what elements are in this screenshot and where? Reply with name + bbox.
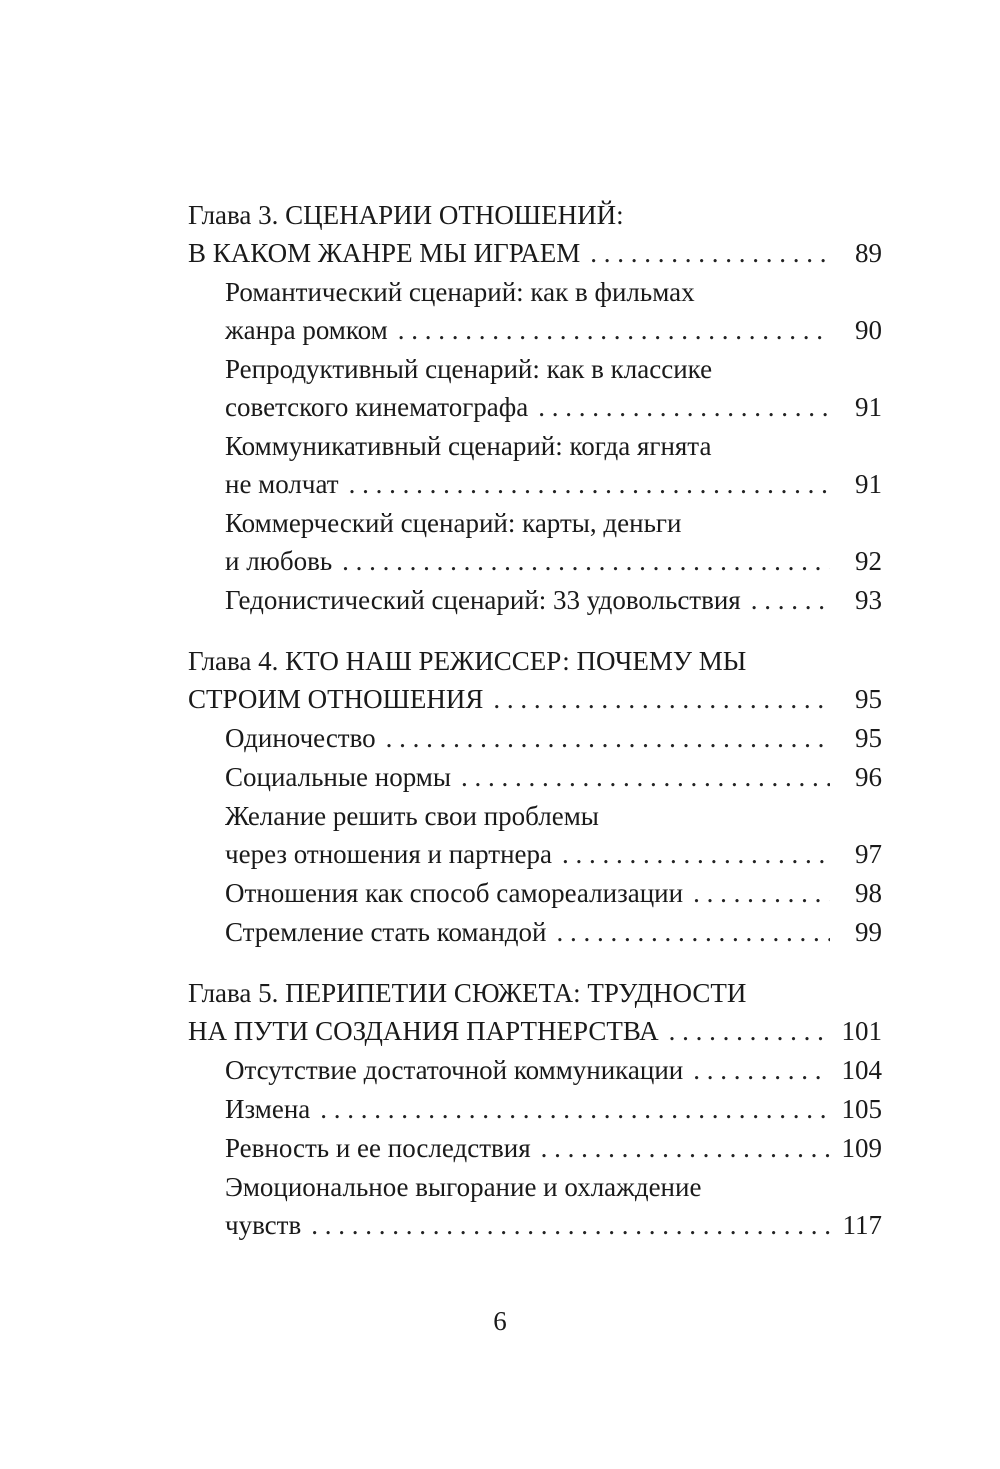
entry-page: 117 bbox=[842, 1210, 882, 1240]
chapter-label: Глава 3. bbox=[188, 200, 279, 230]
chapter-page: 89 bbox=[855, 238, 882, 268]
entry-line1: Репродуктивный сценарий: как в классике bbox=[225, 354, 713, 384]
toc-entry bbox=[225, 350, 882, 426]
chapter-title-entry bbox=[188, 234, 882, 272]
toc-entry bbox=[225, 797, 882, 873]
entry-line2: и любовь bbox=[225, 546, 333, 576]
entry-page: 96 bbox=[855, 762, 882, 792]
entry-page: 97 bbox=[855, 839, 882, 869]
entry-line1: Желание решить свои проблемы bbox=[225, 801, 599, 831]
toc-entry bbox=[225, 913, 882, 951]
chapter-5 bbox=[188, 974, 882, 1244]
entry-page: 91 bbox=[855, 469, 882, 499]
toc-entry bbox=[225, 427, 882, 503]
entry-page: 99 bbox=[855, 917, 882, 947]
toc-entry bbox=[225, 1090, 882, 1128]
entry-line2: Гедонистический сценарий: 33 удовольствия bbox=[225, 585, 741, 615]
chapter-label: Глава 5. bbox=[188, 978, 279, 1008]
page-number: 6 bbox=[493, 1306, 507, 1336]
entry-page: 95 bbox=[855, 723, 882, 753]
chapter-title-line2: В КАКОМ ЖАНРЕ МЫ ИГРАЕМ bbox=[188, 238, 581, 268]
entry-page: 98 bbox=[855, 878, 882, 908]
toc-entry bbox=[225, 273, 882, 349]
chapter-page: 101 bbox=[841, 1016, 882, 1046]
entry-line1: Романтический сценарий: как в фильмах bbox=[225, 277, 695, 307]
leader-dots bbox=[693, 1051, 830, 1089]
chapter-3 bbox=[188, 196, 882, 619]
leader-dots bbox=[669, 1012, 830, 1050]
entry-line1: Коммуникативный сценарий: когда ягнята bbox=[225, 431, 712, 461]
entry-line2: Отсутствие достаточной коммуникации bbox=[225, 1055, 684, 1085]
toc-entry bbox=[225, 719, 882, 757]
toc-entry bbox=[225, 504, 882, 580]
chapter-title-line1: КТО НАШ РЕЖИССЕР: ПОЧЕМУ МЫ bbox=[285, 646, 747, 676]
toc-entry bbox=[225, 758, 882, 796]
entry-line2: жанра ромком bbox=[225, 315, 388, 345]
entry-line1: Коммерческий сценарий: карты, деньги bbox=[225, 508, 682, 538]
chapter-title-line2: НА ПУТИ СОЗДАНИЯ ПАРТНЕРСТВА bbox=[188, 1016, 659, 1046]
leader-dots bbox=[751, 581, 830, 619]
chapter-label: Глава 4. bbox=[188, 646, 279, 676]
leader-dots bbox=[541, 1129, 830, 1167]
chapter-heading bbox=[188, 642, 882, 718]
leader-dots bbox=[386, 719, 830, 757]
table-of-contents bbox=[188, 196, 882, 1244]
entry-line1: Эмоциональное выгорание и охлаждение bbox=[225, 1172, 702, 1202]
toc-entry bbox=[225, 1168, 882, 1244]
toc-entry bbox=[225, 874, 882, 912]
entry-line2: Стремление стать командой bbox=[225, 917, 547, 947]
leader-dots bbox=[556, 913, 830, 951]
entry-line2: Одиночество bbox=[225, 723, 376, 753]
toc-entry bbox=[225, 581, 882, 619]
leader-dots bbox=[538, 388, 830, 426]
chapter-page: 95 bbox=[855, 684, 882, 714]
leader-dots bbox=[349, 465, 830, 503]
chapter-title-line1: ПЕРИПЕТИИ СЮЖЕТА: ТРУДНОСТИ bbox=[285, 978, 747, 1008]
chapter-4 bbox=[188, 642, 882, 951]
entry-page: 105 bbox=[841, 1094, 882, 1124]
chapter-title-entry bbox=[188, 680, 882, 718]
leader-dots bbox=[320, 1090, 830, 1128]
leader-dots bbox=[342, 542, 830, 580]
leader-dots bbox=[693, 874, 830, 912]
chapter-title-line2: СТРОИМ ОТНОШЕНИЯ bbox=[188, 684, 484, 714]
entry-line2: не молчат bbox=[225, 469, 339, 499]
entry-line2: Ревность и ее последствия bbox=[225, 1133, 531, 1163]
leader-dots bbox=[493, 680, 830, 718]
leader-dots bbox=[590, 234, 830, 272]
chapter-heading bbox=[188, 974, 882, 1050]
entry-page: 93 bbox=[855, 585, 882, 615]
leader-dots bbox=[461, 758, 830, 796]
entry-page: 92 bbox=[855, 546, 882, 576]
chapter-title-entry bbox=[188, 1012, 882, 1050]
entry-line2: советского кинематографа bbox=[225, 392, 529, 422]
entry-line2: Социальные нормы bbox=[225, 762, 452, 792]
entry-page: 90 bbox=[855, 315, 882, 345]
entry-line2: через отношения и партнера bbox=[225, 839, 553, 869]
chapter-heading bbox=[188, 196, 882, 272]
chapter-title-line1: СЦЕНАРИИ ОТНОШЕНИЙ: bbox=[285, 200, 624, 230]
entry-line2: Отношения как способ самореализации bbox=[225, 878, 684, 908]
entry-page: 104 bbox=[841, 1055, 882, 1085]
leader-dots bbox=[311, 1206, 830, 1244]
toc-entry bbox=[225, 1051, 882, 1089]
entry-line2: чувств bbox=[225, 1210, 302, 1240]
entry-page: 91 bbox=[855, 392, 882, 422]
leader-dots bbox=[562, 835, 830, 873]
entry-page: 109 bbox=[841, 1133, 882, 1163]
entry-line2: Измена bbox=[225, 1094, 311, 1124]
leader-dots bbox=[398, 311, 830, 349]
toc-entry bbox=[225, 1129, 882, 1167]
